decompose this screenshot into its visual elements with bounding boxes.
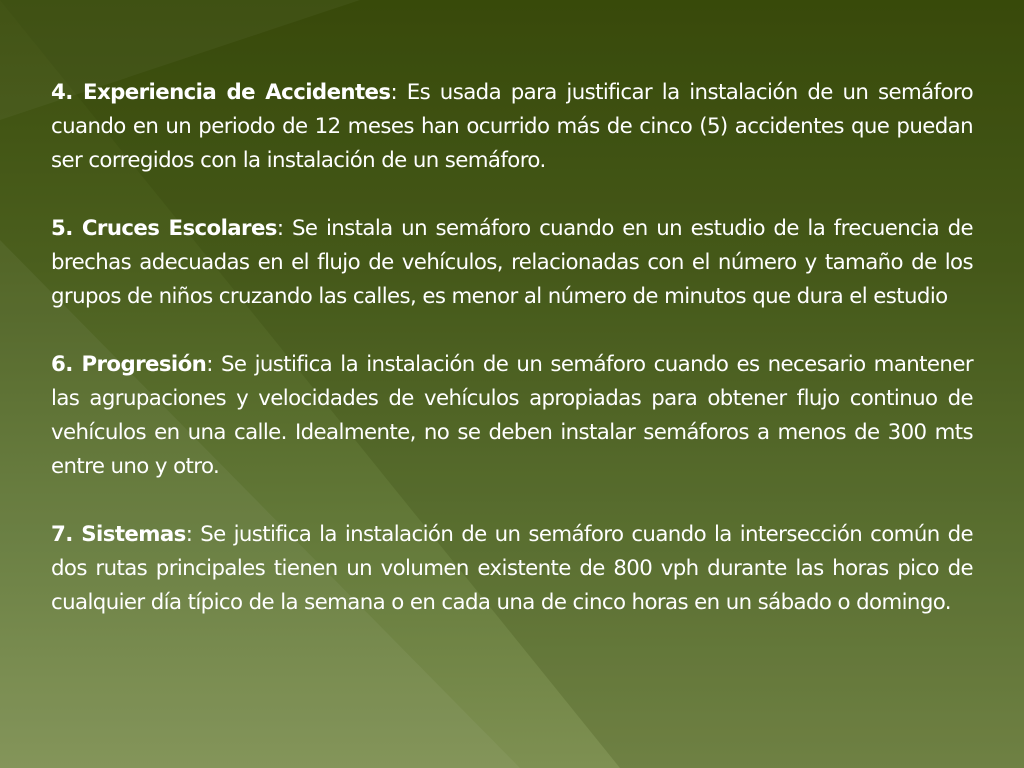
- heading-separator: :: [276, 216, 284, 241]
- paragraph-progresion: [51, 348, 973, 484]
- paragraph-body: Se justifica la instalación de un semáforo cuando la intersección común de dos rutas principales tienen un volumen existente de 800 vph durante las horas pico de cualquier día típico de la semana o en cada una de cinco horas en un sábado o domingo.: [51, 522, 973, 615]
- paragraph-heading: 4. Experiencia de Accidentes: [51, 80, 391, 105]
- paragraph-body: Se justifica la instalación de un semáforo cuando es necesario mantener las agrupaciones y velocidades de vehículos apropiadas para obtener flujo continuo de vehículos en una calle. Idealmente, no se deben instalar semáforos a menos de 300 mts entre uno y otro.: [51, 352, 973, 479]
- paragraph-heading: 6. Progresión: [51, 352, 207, 377]
- heading-separator: :: [185, 522, 193, 547]
- paragraph-experiencia-accidentes: [51, 76, 973, 178]
- slide-content: [51, 76, 973, 654]
- paragraph-heading: 7. Sistemas: [51, 522, 186, 547]
- heading-separator: :: [206, 352, 213, 377]
- paragraph-cruces-escolares: [51, 212, 973, 314]
- paragraph-body: Es usada para justificar la instalación de un semáforo cuando en un periodo de 12 meses han ocurrido más de cinco (5) accidentes que puedan ser corregidos con la instalación de un semáforo.: [51, 80, 974, 173]
- paragraph-sistemas: [51, 518, 973, 620]
- paragraph-heading: 5. Cruces Escolares: [51, 216, 277, 241]
- paragraph-body: Se instala un semáforo cuando en un estudio de la frecuencia de brechas adecuadas en el flujo de vehículos, relacionadas con el número y tamaño de los grupos de niños cruzando las calles, es menor al número de minutos que dura el estudio: [51, 216, 973, 309]
- heading-separator: :: [390, 80, 398, 105]
